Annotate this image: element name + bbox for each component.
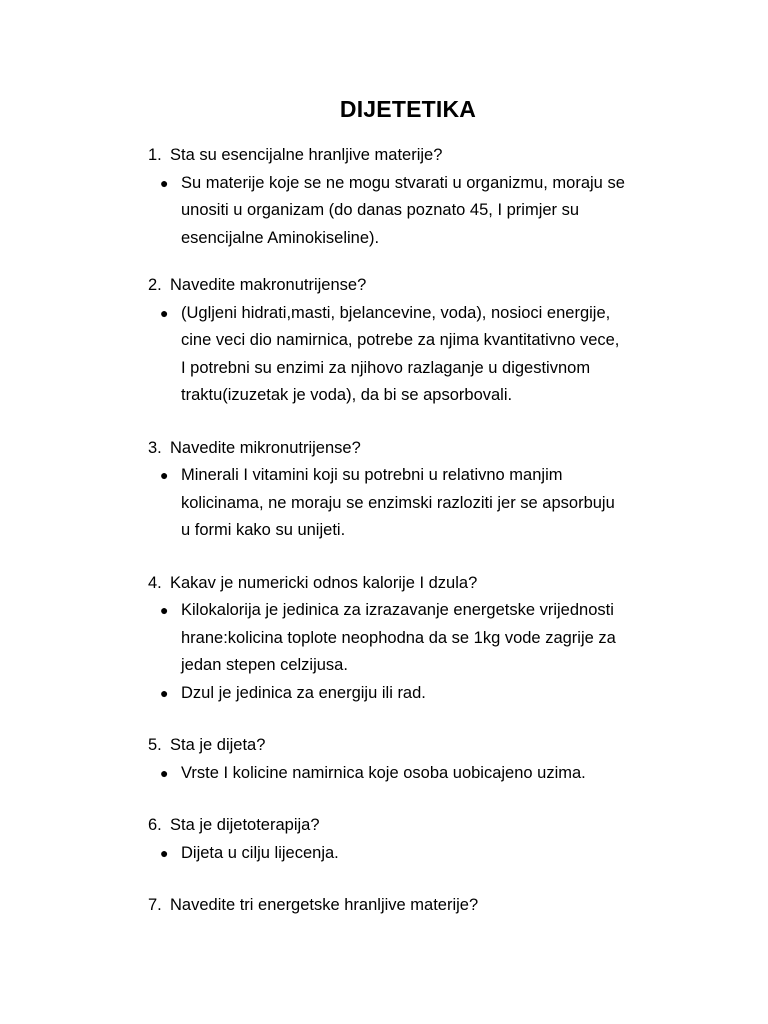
question-text: Navedite tri energetske hranljive materije?	[170, 896, 479, 914]
answer-line: unositi u organizam (do danas poznato 45, I primjer su	[181, 201, 580, 219]
answer-item	[160, 170, 708, 253]
question-number: 2.	[148, 276, 162, 294]
answer-list	[148, 462, 708, 545]
question-text: Sta je dijetoterapija?	[170, 816, 320, 834]
question-text: Sta su esencijalne hranljive materije?	[170, 146, 443, 164]
question-item	[148, 812, 708, 867]
question-number: 1.	[148, 146, 162, 164]
question-item	[148, 732, 708, 787]
answer-text	[181, 840, 708, 868]
answer-text	[181, 760, 708, 788]
bullet-icon: ●	[160, 174, 169, 191]
answer-list	[148, 760, 708, 788]
bullet-icon: ●	[160, 467, 169, 483]
answer-item	[160, 760, 708, 788]
bullet-icon: ●	[160, 684, 169, 701]
question-number: 7.	[148, 896, 162, 914]
answer-line: I potrebni su enzimi za njihovo razlaganje u digestivnom	[181, 358, 591, 377]
answer-line: u formi kako su unijeti.	[181, 521, 346, 539]
bullet-icon: ●	[160, 304, 169, 321]
answer-text	[181, 462, 708, 545]
answer-line: kolicinama, ne moraju se enzimski razloziti jer se apsorbuju	[181, 493, 615, 512]
bullet-icon: ●	[160, 844, 169, 861]
answer-text	[181, 170, 708, 253]
question-item	[148, 892, 708, 920]
answer-item	[160, 840, 708, 868]
question-list	[148, 142, 708, 920]
answer-line: Dijeta u cilju lijecenja.	[181, 843, 339, 862]
answer-text	[181, 300, 708, 410]
answer-item	[160, 597, 708, 680]
question-item	[148, 142, 708, 252]
question-text: Navedite makronutrijense?	[170, 276, 367, 294]
question-text: Kakav je numericki odnos kalorije I dzula?	[170, 573, 478, 592]
answer-item	[160, 680, 708, 708]
answer-text	[181, 680, 708, 708]
answer-line: Vrste I kolicine namirnica koje osoba uobicajeno uzima.	[181, 763, 586, 782]
answer-list	[148, 170, 708, 253]
answer-line: (Ugljeni hidrati,masti, bjelancevine, voda), nosioci energije,	[181, 303, 611, 322]
answer-line: jedan stepen celzijusa.	[181, 656, 348, 674]
question-item	[148, 435, 708, 545]
question-number: 5.	[148, 736, 162, 754]
question-text: Navedite mikronutrijense?	[170, 438, 361, 457]
answer-line: Minerali I vitamini koji su potrebni u relativno manjim	[181, 466, 563, 484]
answer-item	[160, 300, 708, 410]
answer-line: Su materije koje se ne mogu stvarati u organizmu, moraju se	[181, 173, 625, 192]
question-item	[148, 272, 708, 410]
question-number: 6.	[148, 816, 162, 834]
answer-line: cine veci dio namirnica, potrebe za njima kvantitativno vece,	[181, 331, 620, 349]
answer-line: esencijalne Aminokiseline).	[181, 228, 380, 247]
answer-list	[148, 840, 708, 868]
question-item	[148, 570, 708, 708]
question-text: Sta je dijeta?	[170, 736, 266, 754]
answer-list	[148, 300, 708, 410]
bullet-icon: ●	[160, 602, 169, 618]
answer-text	[181, 597, 708, 680]
answer-list	[148, 597, 708, 707]
answer-line: Dzul je jedinica za energiju ili rad.	[181, 683, 426, 702]
answer-line: traktu(izuzetak je voda), da bi se apsorbovali.	[181, 386, 513, 404]
bullet-icon: ●	[160, 764, 169, 781]
answer-line: Kilokalorija je jedinica za izrazavanje energetske vrijednosti	[181, 601, 614, 619]
document-title: DIJETETIKA	[339, 96, 477, 122]
answer-line: hrane:kolicina toplote neophodna da se 1kg vode zagrije za	[181, 628, 616, 647]
answer-item	[160, 462, 708, 545]
question-number: 4.	[148, 573, 162, 592]
question-number: 3.	[148, 438, 162, 457]
